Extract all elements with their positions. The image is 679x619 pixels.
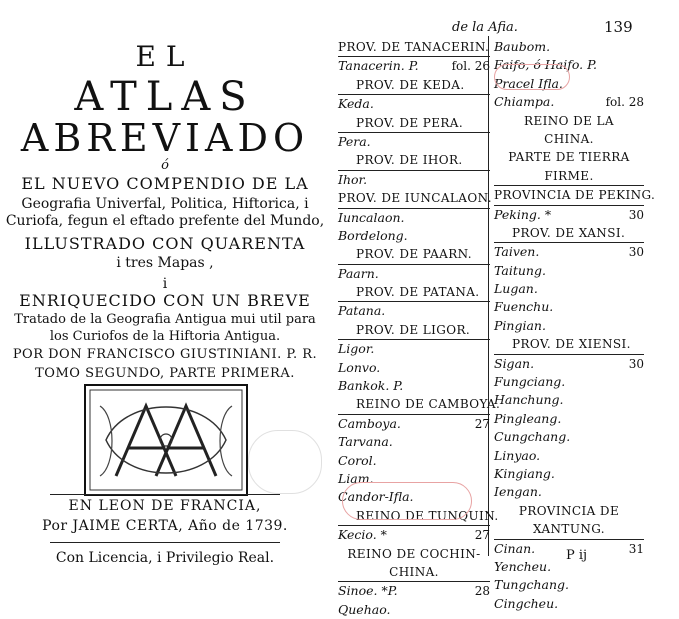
licencia-line: Con Licencia, i Privilegio Real.: [55, 550, 275, 566]
index-entry-text: XANTUNG.: [532, 522, 606, 537]
index-entry: [494, 298, 644, 316]
title-el: EL: [135, 40, 195, 73]
index-entry: [338, 114, 490, 133]
index-entry-text: Cingcheu.: [494, 595, 559, 611]
index-entry: [494, 483, 644, 501]
index-entry: [338, 321, 490, 340]
index-entry-text: Cinan.: [494, 540, 536, 556]
index-entry-text: PROV. DE IUNCALAON.: [338, 191, 492, 206]
index-entry: [338, 526, 490, 544]
index-entry-text: Liam.: [338, 470, 374, 486]
volume-line: TOMO SEGUNDO, PARTE PRIMERA.: [35, 366, 295, 381]
index-entry: [494, 224, 644, 243]
index-entry: [494, 148, 644, 166]
title-atlas: ATLAS: [74, 74, 256, 120]
index-entry-text: Yencheu.: [494, 558, 552, 574]
index-entry: [338, 189, 490, 208]
index-entry: [494, 465, 644, 483]
imprint-printer: Por JAIME CERTA, Año de 1739.: [42, 518, 288, 534]
index-entry: [338, 545, 490, 563]
index-entry: [338, 283, 490, 302]
index-entry-text: CHINA.: [544, 131, 594, 146]
index-entry-text: Sinoe. *P.: [338, 583, 398, 599]
index-entry-text: Camboya.: [338, 415, 401, 431]
index-entry-text: Taitung.: [494, 262, 546, 278]
subtitle-line-2: Geografia Univerfal, Politica, Hiftorica, i: [21, 196, 309, 212]
index-entry-page: 30: [628, 207, 644, 222]
index-entry: [494, 112, 644, 130]
author-line: POR DON FRANCISCO GIUSTINIANI. P. R.: [12, 347, 318, 362]
index-entry-page: 27: [474, 416, 490, 431]
index-entry-text: Taiven.: [494, 244, 540, 260]
index-entry-text: Cungchang.: [494, 429, 571, 445]
index-entry-text: Kingiang.: [494, 465, 555, 481]
index-entry: [494, 317, 644, 335]
subtitle-line-1: EL NUEVO COMPENDIO DE LA: [21, 174, 309, 193]
index-column-left: [338, 38, 501, 619]
index-entry: [494, 335, 644, 354]
highlight-circle-cochinchina: [342, 482, 472, 520]
title-abreviado: ABREVIADO: [20, 116, 310, 160]
subtitle-line-9: los Curiofos de la Hiftoria Antigua.: [49, 329, 281, 344]
index-entry: [338, 209, 490, 227]
index-entry-text: Faifo, ó Haifo. P.: [494, 57, 597, 73]
index-entry-text: Chiampa.: [494, 94, 555, 110]
index-entry: [338, 302, 490, 320]
index-entry-text: Ihor.: [338, 171, 368, 187]
index-entry-text: Linyao.: [494, 447, 541, 463]
index-entry: [494, 206, 644, 224]
index-entry-text: REINO DE TUNQUIN.: [356, 508, 499, 523]
index-entry-page: fol. 28: [605, 95, 644, 110]
subtitle-line-4: ILLUSTRADO CON QUARENTA: [24, 234, 306, 253]
index-entry-page: 28: [474, 584, 490, 599]
index-entry: [338, 582, 490, 600]
index-entry: [494, 355, 644, 373]
index-column-right: [494, 38, 656, 613]
index-entry: [338, 245, 490, 264]
index-entry: [338, 151, 490, 170]
index-entry: [338, 395, 501, 414]
index-entry: [338, 57, 490, 75]
monogram-ornament: [86, 386, 246, 494]
index-entry: [338, 38, 490, 57]
index-entry-text: Lugan.: [494, 281, 538, 297]
index-entry: [494, 38, 644, 56]
index-entry-text: Candor-Ifla.: [338, 489, 414, 505]
subtitle-line-7: ENRIQUECIDO CON UN BREVE: [19, 291, 311, 310]
index-entry-text: Pingian.: [494, 317, 546, 333]
index-entry: [494, 130, 644, 148]
index-entry-text: REINO DE CAMBOYA.: [356, 397, 501, 412]
index-entry-text: Paarn.: [338, 265, 379, 281]
index-entry-text: Iuncalaon.: [338, 209, 405, 225]
index-entry-text: Fungciang.: [494, 374, 566, 390]
index-entry: [494, 447, 644, 465]
index-entry-page: 31: [628, 541, 644, 556]
index-entry-text: Bordelong.: [338, 227, 408, 243]
index-entry-text: Fuenchu.: [494, 299, 554, 315]
index-entry: [494, 595, 644, 613]
index-entry-text: Kecio. *: [338, 527, 387, 543]
index-entry-text: REINO DE LA: [524, 113, 614, 128]
index-entry-text: PROV. DE PERA.: [356, 115, 464, 130]
index-entry-text: PROVINCIA DE PEKING.: [494, 188, 656, 203]
index-entry-text: PROV. DE IHOR.: [356, 153, 463, 168]
index-entry-text: Ligor.: [338, 341, 375, 357]
index-entry: [338, 133, 490, 151]
index-entry-text: Hanchung.: [494, 392, 564, 408]
index-entry-text: CHINA.: [389, 564, 439, 579]
index-entry: [338, 433, 490, 451]
index-entry: [338, 563, 490, 582]
index-entry-text: PROV. DE XANSI.: [512, 225, 626, 240]
index-entry-page: 30: [628, 245, 644, 260]
index-entry: [338, 377, 490, 395]
index-entry: [494, 280, 644, 298]
index-entry: [338, 76, 490, 95]
subtitle-line-5: i tres Mapas ,: [116, 255, 214, 271]
index-entry: [494, 502, 644, 520]
index-entry-text: Lonvo.: [338, 359, 381, 375]
imprint-rule: [50, 494, 280, 495]
index-entry-text: Sigan.: [494, 355, 535, 371]
index-entry: [338, 265, 490, 283]
index-entry-text: PROVINCIA DE: [518, 503, 620, 518]
index-entry: [338, 227, 490, 245]
index-entry: [494, 373, 644, 391]
index-entry-text: PROV. DE PAARN.: [356, 247, 473, 262]
index-entry-page: 27: [474, 528, 490, 543]
index-entry-text: Tarvana.: [338, 434, 393, 450]
index-entry-text: Pera.: [338, 133, 371, 149]
index-entry: [494, 186, 656, 205]
monogram-vignette: [84, 384, 248, 496]
subtitle-line-3: Curiofa, fegun el eftado prefente del Mundo,: [5, 213, 325, 229]
index-entry-text: Tungchang.: [494, 577, 569, 593]
index-entry-text: Pingleang.: [494, 410, 562, 426]
index-entry-page: 30: [628, 356, 644, 371]
imprint-place: EN LEON DE FRANCIA,: [68, 498, 262, 514]
signature-mark: P ij: [566, 548, 588, 563]
index-entry: [338, 601, 490, 619]
subtitle-line-6: i: [162, 276, 168, 292]
subtitle-line-8: Tratado de la Geografia Antigua mui util para: [14, 312, 316, 327]
index-entry-text: PROV. DE LIGOR.: [356, 322, 471, 337]
index-entry-text: Keda.: [338, 96, 374, 112]
licencia-rule: [50, 542, 280, 543]
index-entry: [338, 415, 490, 433]
index-entry: [338, 359, 490, 377]
index-entry: [338, 171, 490, 189]
index-entry-text: Tanacerin. P.: [338, 58, 419, 74]
page-number: 139: [604, 18, 633, 36]
index-entry-text: Patana.: [338, 303, 386, 319]
running-head: de la Afia.: [452, 20, 518, 35]
index-entry: [494, 243, 644, 261]
index-entry-text: Quehao.: [338, 601, 391, 617]
index-entry-text: PARTE DE TIERRA: [508, 150, 630, 165]
index-entry-text: PROV. DE XIENSI.: [512, 337, 631, 352]
index-entry-text: Peking. *: [494, 206, 552, 222]
index-entry: [494, 520, 644, 539]
title-o: ó: [161, 158, 169, 173]
index-entry-text: Pracel Ifla.: [494, 75, 563, 91]
library-stamp: [248, 430, 322, 494]
index-entry-text: FIRME.: [544, 168, 594, 183]
index-entry-text: Iengan.: [494, 484, 542, 500]
index-entry: [494, 428, 644, 446]
index-entry: [494, 576, 644, 594]
highlight-circle-pracel: [494, 64, 570, 90]
index-entry-text: PROV. DE KEDA.: [356, 77, 465, 92]
index-entry-text: Bankok. P.: [338, 378, 404, 394]
index-entry-text: Corol.: [338, 452, 377, 468]
index-entry-text: PROV. DE TANACERIN.: [338, 40, 490, 54]
index-entry-page: fol. 26: [451, 59, 490, 74]
index-entry: [494, 262, 644, 280]
index-entry-text: Baubom.: [494, 39, 551, 54]
index-entry-text: PROV. DE PATANA.: [356, 285, 480, 300]
index-entry: [338, 340, 490, 358]
index-entry: [494, 167, 644, 186]
title-page: [0, 0, 330, 600]
index-entry: [494, 93, 644, 111]
index-entry-text: REINO DE COCHIN-: [347, 546, 481, 561]
index-entry: [338, 95, 490, 113]
index-entry: [494, 410, 644, 428]
index-entry: [338, 452, 490, 470]
index-entry: [494, 391, 644, 409]
